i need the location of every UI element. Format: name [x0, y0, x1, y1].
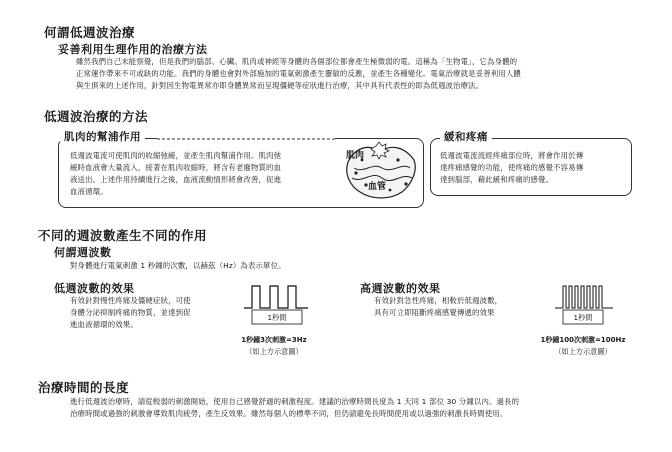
muscle-pump-line: 血液循環。: [70, 187, 108, 196]
high-frequency-period-label: 1秒間: [573, 313, 593, 322]
low-frequency-caption: （如上方示意圖）: [245, 347, 303, 356]
muscle-pump-body: [70, 150, 340, 198]
muscle-pump-line: 緩時血液會大量流入，接著在肌肉收縮時，將含有老廢物質的血: [70, 163, 282, 172]
section1-line: 正常運作帶來不可或缺的功能。我們的身體也會對外部施加的電氣刺激產生靈敏的反應，並產生各種變化。電氣治療就是妥善利用人體: [76, 69, 521, 78]
section1-body: [76, 56, 636, 92]
high-frequency-line: 有效針對急性疼痛，相較於低週波數，: [374, 296, 503, 305]
muscle-label: 肌肉: [346, 151, 365, 161]
high-frequency-body: [374, 295, 544, 319]
pain-relief-line: 達到腦部，藉此緩和疼痛的感覺。: [440, 175, 554, 184]
section1-subtitle: 妥善利用生理作用的治療方法: [58, 43, 208, 56]
high-frequency-caption-bold: 1秒鐘100次刺激=100Hz: [540, 336, 626, 344]
low-frequency-period-label: 1秒間: [267, 313, 287, 322]
low-frequency-line: 進血液循環的效果。: [70, 320, 138, 329]
high-frequency-caption: （如上方示意圖）: [554, 347, 612, 356]
pain-relief-line: 低週波電流流經疼痛部位時，將會作用於傳: [440, 151, 584, 160]
section4-body: [70, 396, 640, 420]
muscle-pump-title: 肌肉的幫浦作用: [60, 129, 145, 144]
high-frequency-waveform: [555, 282, 615, 332]
section2-title: 低週波治療的方法: [44, 109, 149, 124]
section1-line: 雖然我們自己未能察覺，但是我們的腦部、心臟、肌肉或神經等身體的各個部位都會產生極微弱的電。這稱為「生物電」，它為身體的: [76, 57, 518, 66]
low-frequency-title: 低週波數的效果: [54, 282, 135, 295]
pain-relief-body: [440, 150, 625, 186]
section1-line: 與生俱來的上述作用，針對因生物電異常亦即身體異常而呈現僵硬等症狀進行治療，其中具有代表性的即為低週波治療法。: [76, 81, 484, 90]
section3-title: 不同的週波數產生不同的作用: [38, 228, 208, 243]
frequency-definition-title: 何謂週波數: [54, 246, 112, 259]
pain-relief-title: 緩和疼痛: [440, 129, 492, 144]
section1-title: 何謂低週波治療: [44, 25, 136, 40]
muscle-pump-line: 液送出。上述作用持續進行之後，血液流動情形將會改善，促進: [70, 175, 282, 184]
vessel-label: 血管: [368, 182, 387, 192]
high-frequency-title: 高週波數的效果: [360, 282, 441, 295]
low-frequency-line: 身體分泌抑制疼痛的物質，並達到促: [70, 308, 191, 317]
low-frequency-waveform: [242, 282, 312, 332]
high-frequency-line: 具有可立即阻斷疼痛感覺傳遞的效果: [374, 308, 495, 317]
muscle-pump-line: 低週波電流可使肌肉的收縮弛緩，並產生肌肉幫浦作用。肌肉弛: [70, 151, 282, 160]
frequency-definition-body: 對身體進行電氣刺激 1 秒鐘的次數，以赫茲（Hz）為表示單位。: [70, 261, 286, 270]
section4-line: 治療時間或過強的刺激會導致肌肉疲勞，產生反效果。雖然每個人的標準不同，但仍請避免長時間使用或以過強的刺激長時間使用。: [70, 409, 508, 418]
section4-line: 進行低週波治療時，請從較弱的刺激開始，使用自己感覺舒適的刺激程度。建議的治療時間長度為 1 天同 1 部位 30 分鐘以內。過長的: [70, 397, 520, 406]
low-frequency-caption-bold: 1秒鐘3次刺激=3Hz: [241, 336, 307, 344]
section4-title: 治療時間的長度: [38, 380, 130, 395]
pain-relief-line: 達疼痛感覺的功能，使疼痛的感覺不容易傳: [440, 163, 584, 172]
low-frequency-body: [70, 295, 240, 331]
low-frequency-line: 有效針對慢性疼痛及僵硬症狀，可使: [70, 296, 191, 305]
